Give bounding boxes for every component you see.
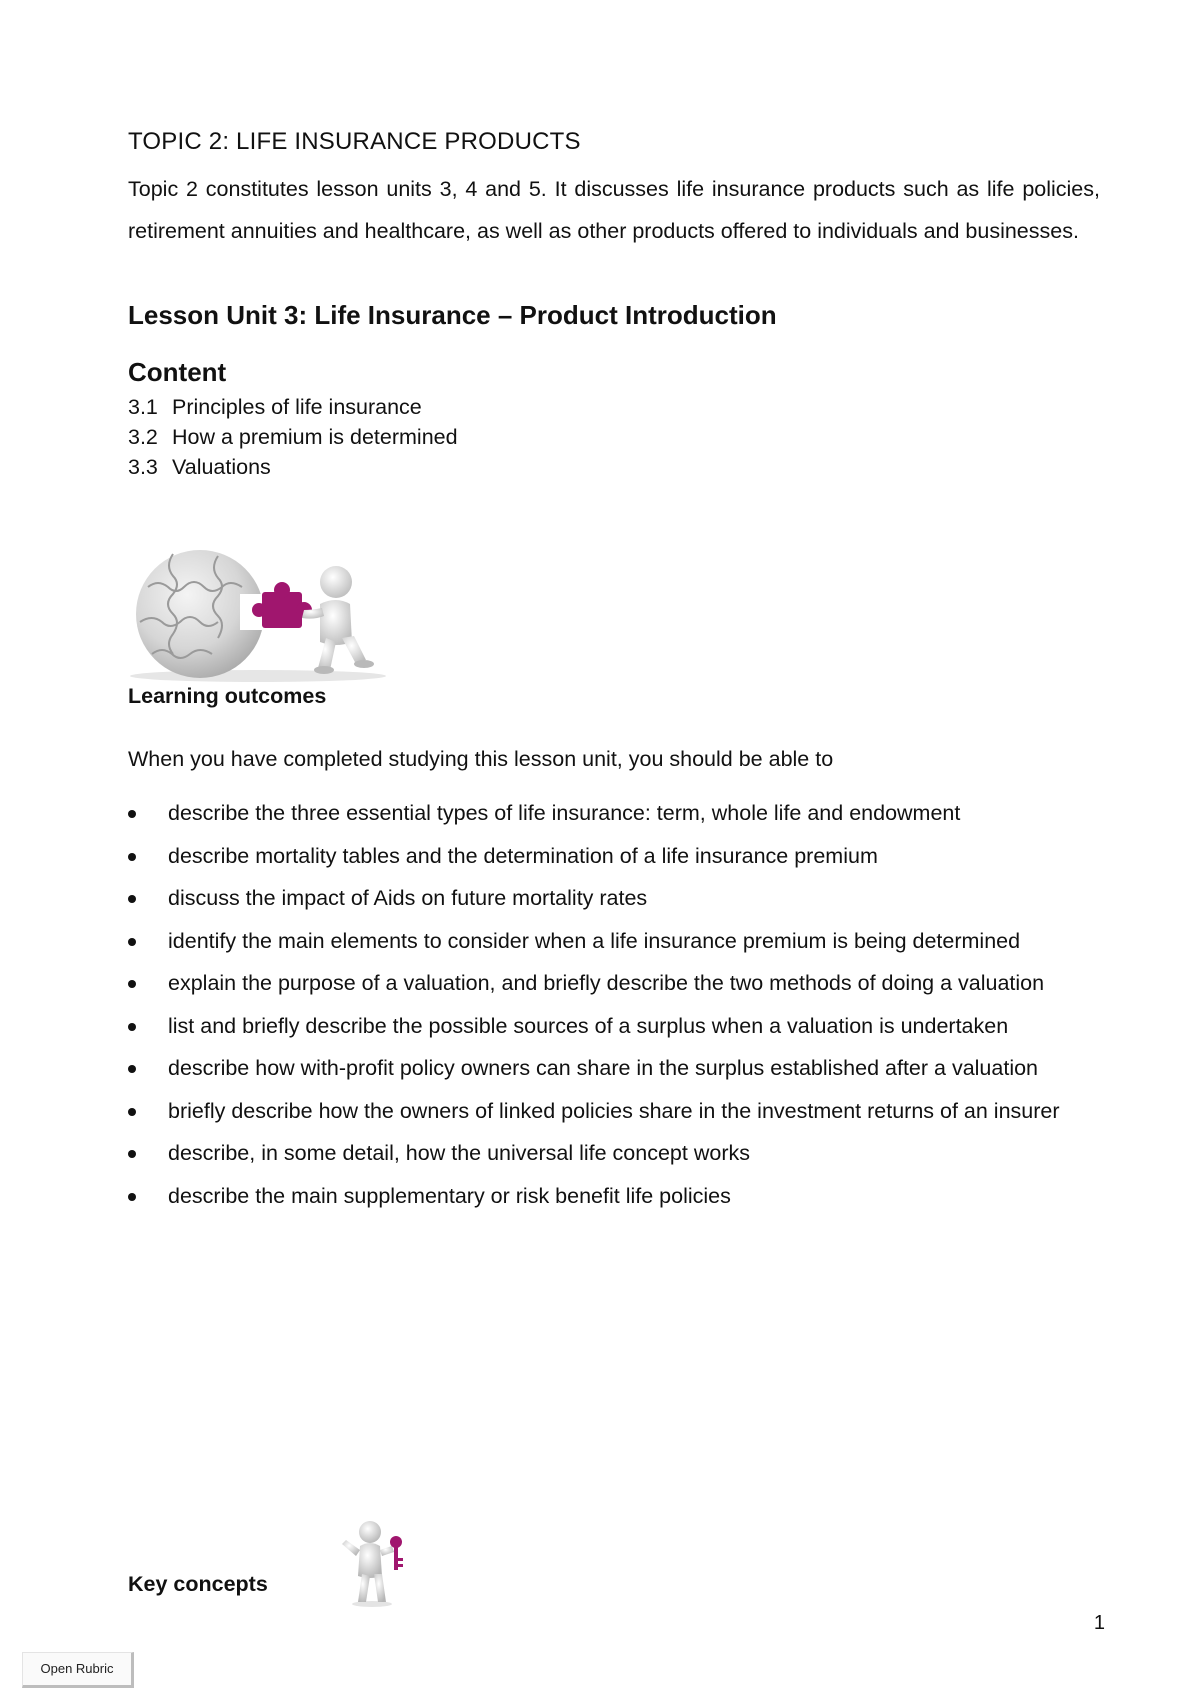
bullet-icon: [128, 1150, 136, 1158]
bullet-icon: [128, 1108, 136, 1116]
topic-intro: Topic 2 constitutes lesson units 3, 4 and 5. It discusses life insurance products such as life policies, retirement annuities and healthcare, as well as other products offered to individuals and businesses.: [128, 177, 1100, 243]
list-item: [128, 920, 1100, 963]
bullet-icon: [128, 895, 136, 903]
list-item: [128, 1090, 1100, 1133]
list-item-text: describe the main supplementary or risk benefit life policies: [168, 1183, 731, 1208]
content-item-number: 3.1: [128, 395, 158, 419]
list-item-text: explain the purpose of a valuation, and briefly describe the two methods of doing a valuation: [168, 971, 1045, 995]
list-item: [128, 1047, 1100, 1090]
content-heading: Content: [128, 357, 227, 387]
bullet-icon: [128, 1023, 136, 1031]
list-item-text: describe how with-profit policy owners can share in the surplus established after a valuation: [168, 1056, 1039, 1080]
content-item-number: 3.2: [128, 425, 158, 449]
list-item: [128, 835, 1100, 878]
bullet-icon: [128, 1193, 136, 1201]
bullet-icon: [128, 980, 136, 988]
content-item-number: 3.3: [128, 455, 158, 479]
key-concepts-heading: Key concepts: [128, 1572, 268, 1596]
bullet-icon: [128, 853, 136, 861]
open-rubric-button[interactable]: Open Rubric: [22, 1652, 134, 1688]
list-item-text: list and briefly describe the possible sources of a surplus when a valuation is undertaken: [168, 1013, 1009, 1038]
list-item: [128, 962, 1100, 1005]
bullet-icon: [128, 810, 136, 818]
content-item: [128, 392, 1100, 422]
content-item-label: Principles of life insurance: [172, 395, 422, 419]
key-person-icon: [340, 1518, 410, 1608]
topic-title: TOPIC 2: LIFE INSURANCE PRODUCTS: [128, 128, 581, 155]
list-item-text: briefly describe how the owners of linked policies share in the investment returns of an insurer: [168, 1098, 1060, 1123]
list-item: [128, 1175, 1100, 1218]
content-item-label: How a premium is determined: [172, 425, 458, 449]
list-item-text: describe mortality tables and the determination of a life insurance premium: [168, 843, 878, 868]
content-item: [128, 452, 1100, 482]
page-number: 1: [1093, 1612, 1105, 1634]
list-item: [128, 1132, 1100, 1175]
list-item-text: describe, in some detail, how the universal life concept works: [168, 1141, 750, 1165]
bullet-icon: [128, 938, 136, 946]
learning-outcomes-list: [128, 792, 1100, 1217]
list-item-text: describe the three essential types of life insurance: term, whole life and endowment: [168, 801, 961, 825]
content-item-label: Valuations: [172, 455, 271, 479]
puzzle-person-icon: [128, 542, 388, 682]
learning-outcomes-heading: Learning outcomes: [128, 684, 327, 708]
lesson-title: Lesson Unit 3: Life Insurance – Product Introduction: [128, 300, 777, 330]
content-item: [128, 422, 1100, 452]
content-list: [128, 392, 1100, 482]
bullet-icon: [128, 1065, 136, 1073]
key-concepts-row: [128, 1518, 628, 1608]
list-item: [128, 877, 1100, 920]
list-item: [128, 792, 1100, 835]
list-item-text: identify the main elements to consider when a life insurance premium is being determined: [168, 928, 1021, 953]
list-item: [128, 1005, 1100, 1048]
learning-outcomes-lead: When you have completed studying this lesson unit, you should be able to: [128, 747, 834, 771]
list-item-text: discuss the impact of Aids on future mortality rates: [168, 886, 648, 910]
page-content: [128, 128, 1100, 1217]
